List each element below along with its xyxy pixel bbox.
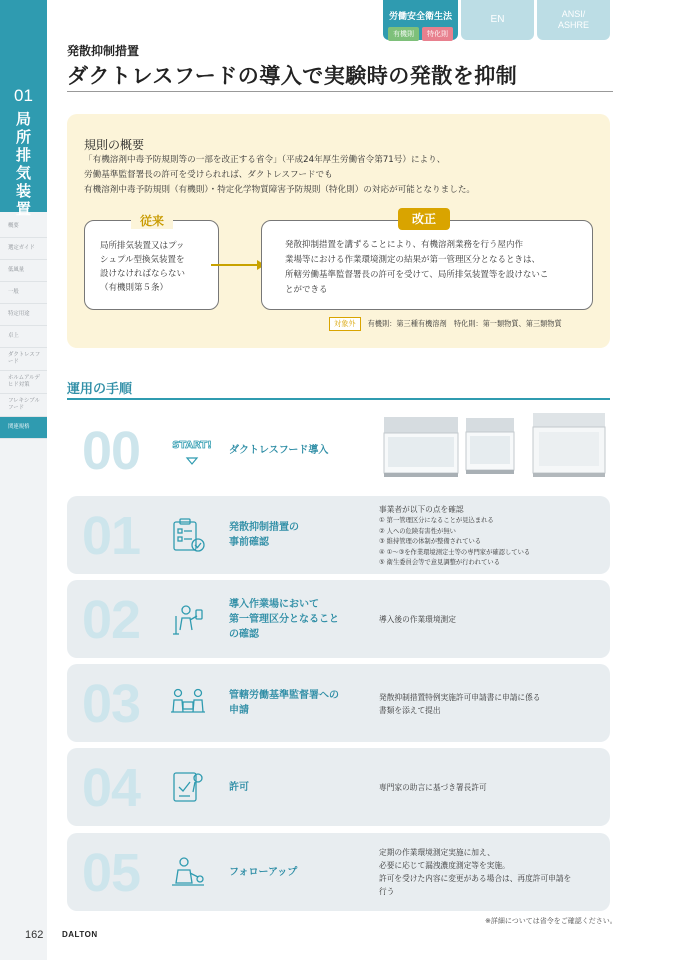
former-rule-label: 従来 — [131, 212, 173, 229]
title-divider — [67, 91, 613, 92]
start-icon — [168, 430, 216, 470]
sidebar-item-overview[interactable]: 概要 — [0, 216, 47, 238]
exemption-note — [329, 317, 562, 331]
application-icon — [168, 684, 208, 724]
step-00 — [67, 410, 610, 490]
step-label: 管轄労働基準監督署への 申請 — [229, 690, 339, 716]
tab-ansi-ashre[interactable]: ANSI/ ASHRE — [537, 0, 610, 40]
sidebar-item-tabletop[interactable]: 卓上 — [0, 326, 47, 348]
page-number: 162 — [25, 929, 44, 941]
followup-icon — [168, 853, 208, 893]
arrow-right-icon — [211, 264, 259, 266]
pill-organic-solvent[interactable]: 有機則 — [388, 27, 419, 41]
step-label: 導入作業場において 第一管理区分となること の確認 — [229, 599, 339, 640]
overview-title: 規則の概要 — [84, 138, 145, 152]
sidebar-item-ductless-hood[interactable]: ダクトレスフード — [0, 348, 47, 371]
pill-specified-chemical[interactable]: 特化則 — [422, 27, 453, 41]
revised-rule-box — [261, 212, 593, 310]
revised-rule-label: 改正 — [398, 208, 450, 230]
former-rule-text: 局所排気装置又はプッ シュプル型換気装置を 設けなければならない （有機則第５条） — [100, 241, 186, 293]
tab-en[interactable]: EN — [461, 0, 534, 40]
approval-icon — [168, 768, 208, 808]
step-label: 許可 — [229, 782, 249, 793]
step-number: 01 — [82, 506, 141, 566]
step-label: 発散抑制措置の 事前確認 — [229, 522, 299, 548]
page-subtitle: 発散抑制措置 — [67, 44, 140, 58]
step-05 — [67, 833, 610, 911]
procedure-title: 運用の手順 — [67, 382, 133, 397]
step-04 — [67, 748, 610, 826]
regulation-overview-box — [67, 114, 610, 348]
sidebar-item-formaldehyde[interactable]: ホルムアルデヒド対策 — [0, 371, 47, 394]
former-rule-box — [84, 214, 219, 310]
step-number: 05 — [82, 843, 141, 903]
step-number: 00 — [82, 421, 141, 481]
step-number: 04 — [82, 758, 141, 818]
overview-text: 「有機溶剤中毒予防規則等の一部を改正する省令」（平成24年厚生労働省令第71号）により、 労働基準監督署長の許可を受けられれば、ダクトレスフードでも 有機溶剤中毒予防規則（有機則）・特定化学物質障害予防規則（特化則）の対応が可能となりました。 — [84, 155, 476, 195]
ductless-hood-image — [380, 413, 462, 483]
exemption-tag: 対象外 — [329, 317, 361, 331]
procedure-divider — [67, 398, 610, 400]
step-03 — [67, 664, 610, 742]
footnote: ※詳細については省令をご確認ください。 — [485, 917, 617, 925]
step-label: ダクトレスフード導入 — [229, 445, 329, 456]
sidebar-nav — [0, 216, 47, 439]
sidebar-item-flexible-hood[interactable]: フレキシブルフード — [0, 394, 47, 417]
step-description: 発散抑制措置特例実施許可申請書に申請に係る 書類を添えて提出 — [379, 693, 541, 715]
step-02 — [67, 580, 610, 658]
revised-rule-text: 発散抑制措置を講ずることにより、有機溶剤業務を行う屋内作 業場等における作業環境測定の結果が第一管理区分となるときは、 所轄労働基準監督署長の許可を受けて、局所排気装置等を設けないこ とができる — [285, 240, 549, 295]
sidebar-item-related-standards[interactable]: 関連規格 — [0, 417, 47, 439]
sidebar — [0, 0, 47, 960]
measurement-icon — [168, 600, 208, 640]
section-number: 01 — [14, 86, 33, 105]
checklist-icon — [168, 516, 208, 556]
section-title: 局 所 排 気 装 置 — [15, 110, 31, 218]
sidebar-item-general[interactable]: 一般 — [0, 282, 47, 304]
sidebar-item-selection-guide[interactable]: 選定ガイド — [0, 238, 47, 260]
ductless-hood-small-image — [463, 415, 517, 481]
ductless-hood-large-image — [529, 410, 609, 482]
step-number: 03 — [82, 674, 141, 734]
tab-industrial-safety-law[interactable]: 労働安全衛生法 有機則 特化則 — [383, 0, 458, 40]
sidebar-section-header — [0, 0, 47, 218]
step-description: 事業者が以下の点を確認 ① 第一管理区分になることが見込まれる ② 人への危険有害性が無い ③ 維持管理の体制が整備されている ④ ①〜③を作業環境測定士等の専門家が確認している ⑤ 衛生委員会等で意見調整が行われている — [379, 505, 531, 566]
svg-text:START!: START! — [172, 440, 212, 451]
step-description: 専門家の助言に基づき署長許可 — [379, 783, 487, 792]
sidebar-item-low-airflow[interactable]: 低風量 — [0, 260, 47, 282]
step-description: 導入後の作業環境測定 — [379, 615, 456, 624]
page-title: ダクトレスフードの導入で実験時の発散を抑制 — [67, 64, 518, 88]
exemption-text: 有機則：第三種有機溶剤 特化則：第一類物質、第三類物質 — [367, 319, 562, 328]
step-label: フォローアップ — [229, 867, 298, 878]
brand-logo: DALTON — [62, 930, 98, 939]
step-description: 定期の作業環境測定実施に加え、 必要に応じて漏洩濃度測定等を実施。 許可を受けた内容に変更がある場合は、再度許可申請を 行う — [379, 848, 572, 896]
step-number: 02 — [82, 590, 141, 650]
step-01 — [67, 496, 610, 574]
sidebar-item-special-use[interactable]: 特定用途 — [0, 304, 47, 326]
